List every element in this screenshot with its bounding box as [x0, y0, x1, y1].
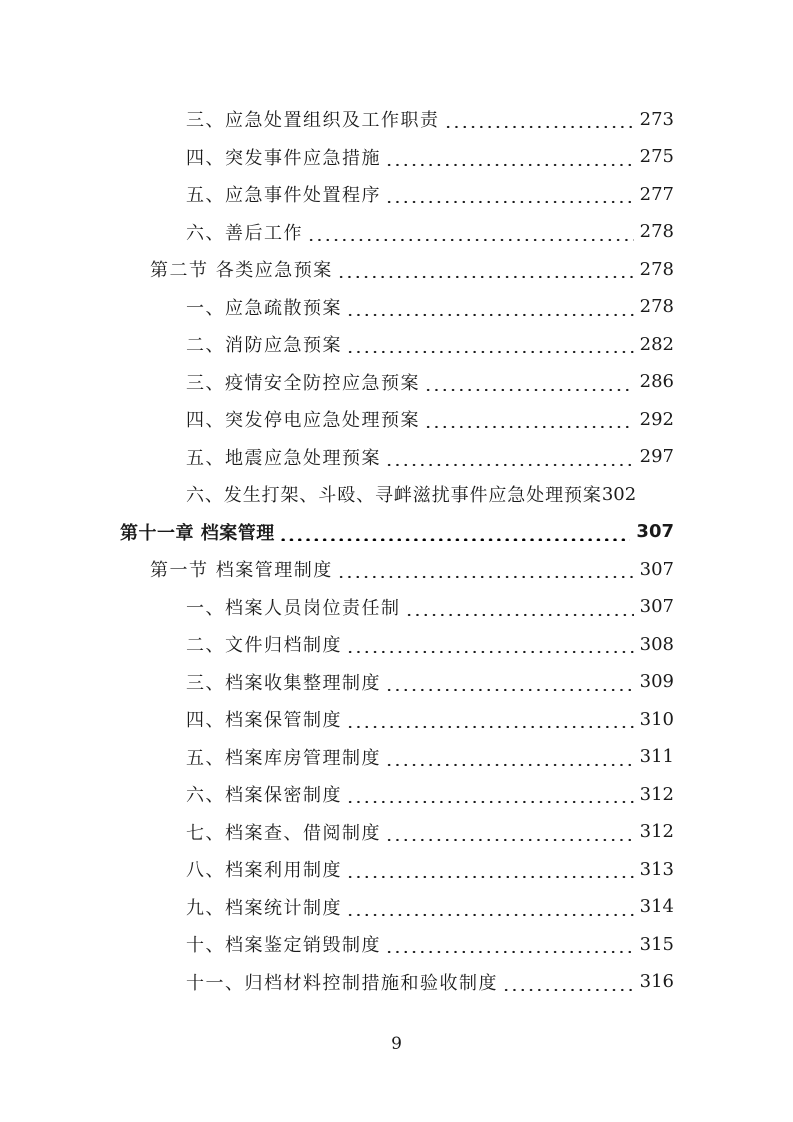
toc-entry-page: 307 — [639, 558, 674, 580]
toc-entry-label: 二、消防应急预案 — [186, 335, 342, 356]
dot-leader — [444, 110, 634, 128]
toc-entry-label: 四、档案保管制度 — [186, 710, 342, 731]
toc-entry-page: 314 — [639, 896, 674, 917]
toc-entry-label: 五、应急事件处置程序 — [186, 185, 381, 206]
dot-leader — [346, 298, 634, 316]
toc-entry-label: 六、发生打架、斗殴、寻衅滋扰事件应急处理预案 — [186, 485, 602, 506]
dot-leader — [337, 260, 634, 278]
toc-entry-page: 273 — [639, 108, 674, 130]
toc-entry-page: 297 — [639, 446, 674, 467]
toc-entry-label: 八、档案利用制度 — [186, 860, 342, 881]
toc-entry-section[interactable] — [150, 551, 674, 587]
toc-entry-page: 316 — [639, 971, 674, 992]
dot-leader — [279, 523, 631, 541]
toc-entry[interactable] — [186, 101, 674, 137]
toc-entry[interactable] — [186, 476, 688, 512]
toc-entry-label: 六、善后工作 — [186, 222, 303, 244]
toc-entry-label: 一、应急疏散预案 — [186, 297, 342, 319]
dot-leader — [385, 448, 634, 466]
toc-entry-label: 五、地震应急处理预案 — [186, 447, 381, 469]
dot-leader — [346, 860, 634, 878]
toc-entry-page: 307 — [639, 596, 674, 617]
toc-entry-label: 第十一章 档案管理 — [120, 522, 275, 544]
toc-entry[interactable] — [186, 701, 674, 737]
toc-entry-chapter[interactable] — [120, 514, 674, 550]
toc-entry-label: 十、档案鉴定销毁制度 — [186, 935, 381, 956]
toc-entry-page: 308 — [639, 633, 674, 655]
toc-entry-page: 286 — [639, 371, 674, 392]
dot-leader — [346, 635, 634, 653]
toc-entry-page: 277 — [639, 183, 674, 205]
dot-leader — [346, 710, 634, 728]
toc-entry[interactable] — [186, 664, 674, 700]
toc-entry-label: 五、档案库房管理制度 — [186, 747, 381, 769]
toc-entry[interactable] — [186, 589, 674, 625]
toc-entry-label: 三、应急处置组织及工作职责 — [186, 110, 440, 131]
toc-entry-page: 278 — [639, 296, 674, 317]
toc-entry-page: 311 — [639, 746, 674, 767]
toc-entry-label: 三、档案收集整理制度 — [186, 672, 381, 694]
toc-entry[interactable] — [186, 176, 674, 212]
toc-entry-label: 四、突发事件应急措施 — [186, 147, 381, 169]
toc-entry[interactable] — [186, 626, 674, 662]
dot-leader — [385, 748, 634, 766]
toc-entry-page: 292 — [639, 408, 674, 430]
toc-entry-label: 第一节 档案管理制度 — [150, 560, 333, 581]
toc-entry-label: 一、档案人员岗位责任制 — [186, 597, 401, 619]
toc-entry[interactable] — [186, 139, 674, 175]
toc-entry-page: 315 — [639, 933, 674, 955]
toc-entry[interactable] — [186, 926, 674, 962]
toc-entry[interactable] — [186, 889, 674, 925]
dot-leader — [424, 410, 634, 428]
dot-leader — [337, 560, 634, 578]
dot-leader — [385, 935, 634, 953]
dot-leader — [385, 823, 634, 841]
dot-leader — [346, 335, 634, 353]
toc-entry[interactable] — [186, 214, 674, 250]
toc-entry-page: 278 — [639, 258, 674, 280]
dot-leader — [346, 898, 634, 916]
toc-entry-label: 三、疫情安全防控应急预案 — [186, 372, 420, 394]
toc-entry[interactable] — [186, 739, 674, 775]
dot-leader — [346, 785, 634, 803]
toc-entry[interactable] — [186, 401, 674, 437]
dot-leader — [307, 223, 634, 241]
toc-entry[interactable] — [186, 814, 674, 850]
dot-leader — [424, 373, 634, 391]
toc-entry-label: 四、突发停电应急处理预案 — [186, 410, 420, 431]
toc-entry[interactable] — [186, 851, 674, 887]
dot-leader — [405, 598, 634, 616]
toc-entry-label: 第二节 各类应急预案 — [150, 260, 333, 281]
page-number: 9 — [391, 1034, 402, 1054]
toc-entry[interactable] — [186, 776, 674, 812]
toc-entry[interactable] — [186, 964, 674, 1000]
toc-entry[interactable] — [186, 439, 674, 475]
toc-entry[interactable] — [186, 326, 674, 362]
toc-entry-page: 310 — [639, 708, 674, 730]
toc-entry-page: 312 — [639, 821, 674, 842]
toc-entry-page: 307 — [636, 521, 674, 542]
toc-entry-section[interactable] — [150, 251, 674, 287]
toc-entry[interactable] — [186, 289, 674, 325]
toc-entry-label: 七、档案查、借阅制度 — [186, 822, 381, 844]
toc-entry-page: 278 — [639, 221, 674, 242]
toc-entry-page: 302 — [601, 483, 637, 505]
toc-entry-label: 六、档案保密制度 — [186, 785, 342, 806]
toc-entry-label: 九、档案统计制度 — [186, 897, 342, 919]
dot-leader — [502, 973, 634, 991]
toc-entry[interactable] — [186, 364, 674, 400]
toc-entry-label: 二、文件归档制度 — [186, 635, 342, 656]
toc-entry-page: 309 — [639, 671, 674, 692]
toc-entry-page: 313 — [639, 858, 674, 880]
dot-leader — [385, 185, 634, 203]
dot-leader — [385, 673, 634, 691]
toc-entry-page: 275 — [639, 146, 674, 167]
toc-entry-page: 312 — [639, 783, 674, 805]
toc-entry-label: 十一、归档材料控制措施和验收制度 — [186, 972, 498, 994]
toc-entry-page: 282 — [639, 333, 674, 355]
dot-leader — [385, 148, 634, 166]
